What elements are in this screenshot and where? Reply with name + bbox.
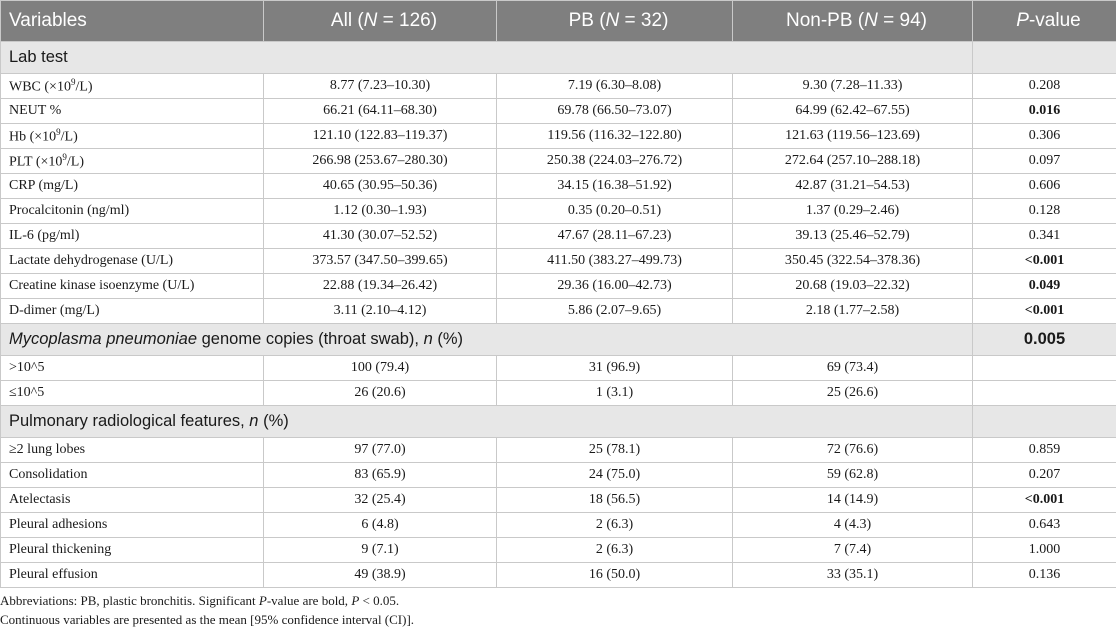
table-row xyxy=(1,563,1116,588)
cell-pb: 18 (56.5) xyxy=(497,488,733,513)
cell-nonpb: 1.37 (0.29–2.46) xyxy=(733,199,973,224)
cell-all: 1.12 (0.30–1.93) xyxy=(264,199,497,224)
cell-all: 3.11 (2.10–4.12) xyxy=(264,299,497,324)
cell-nonpb: 33 (35.1) xyxy=(733,563,973,588)
table-row xyxy=(1,224,1116,249)
row-label: Pleural thickening xyxy=(1,538,264,563)
cell-nonpb: 42.87 (31.21–54.53) xyxy=(733,174,973,199)
table-row xyxy=(1,488,1116,513)
table-row xyxy=(1,356,1116,381)
cell-pb: 69.78 (66.50–73.07) xyxy=(497,99,733,124)
table-row xyxy=(1,249,1116,274)
cell-nonpb: 121.63 (119.56–123.69) xyxy=(733,124,973,149)
cell-pb: 1 (3.1) xyxy=(497,381,733,406)
section-title: Pulmonary radiological features, n (%) xyxy=(1,406,973,438)
table-row xyxy=(1,149,1116,174)
header-all: All (N = 126) xyxy=(264,1,497,42)
cell-all: 8.77 (7.23–10.30) xyxy=(264,74,497,99)
cell-all: 373.57 (347.50–399.65) xyxy=(264,249,497,274)
cell-nonpb: 39.13 (25.46–52.79) xyxy=(733,224,973,249)
row-label: ≤10^5 xyxy=(1,381,264,406)
cell-pb: 31 (96.9) xyxy=(497,356,733,381)
cell-pb: 29.36 (16.00–42.73) xyxy=(497,274,733,299)
table-row xyxy=(1,99,1116,124)
cell-pb: 5.86 (2.07–9.65) xyxy=(497,299,733,324)
cell-all: 66.21 (64.11–68.30) xyxy=(264,99,497,124)
row-label: Procalcitonin (ng/ml) xyxy=(1,199,264,224)
table-row xyxy=(1,274,1116,299)
row-label: Atelectasis xyxy=(1,488,264,513)
cell-pb: 25 (78.1) xyxy=(497,438,733,463)
table-row xyxy=(1,174,1116,199)
row-label: Creatine kinase isoenzyme (U/L) xyxy=(1,274,264,299)
cell-all: 6 (4.8) xyxy=(264,513,497,538)
row-label: Pleural effusion xyxy=(1,563,264,588)
cell-nonpb: 20.68 (19.03–22.32) xyxy=(733,274,973,299)
cell-pb: 47.67 (28.11–67.23) xyxy=(497,224,733,249)
row-label: D-dimer (mg/L) xyxy=(1,299,264,324)
cell-pb: 7.19 (6.30–8.08) xyxy=(497,74,733,99)
cell-all: 26 (20.6) xyxy=(264,381,497,406)
cell-pb: 24 (75.0) xyxy=(497,463,733,488)
cell-pvalue: 0.208 xyxy=(973,74,1116,99)
row-label: PLT $(\times 10^9/L)$ xyxy=(1,149,264,174)
cell-all: 22.88 (19.34–26.42) xyxy=(264,274,497,299)
row-label: ≥2 lung lobes xyxy=(1,438,264,463)
cell-nonpb: 72 (76.6) xyxy=(733,438,973,463)
cell-pvalue: 0.643 xyxy=(973,513,1116,538)
cell-all: 49 (38.9) xyxy=(264,563,497,588)
section-pvalue xyxy=(973,42,1116,74)
section-title: Lab test xyxy=(1,42,973,74)
header-nonpb: Non-PB (N = 94) xyxy=(733,1,973,42)
table-row xyxy=(1,538,1116,563)
cell-all: 121.10 (122.83–119.37) xyxy=(264,124,497,149)
cell-all: 41.30 (30.07–52.52) xyxy=(264,224,497,249)
row-label: Hb $(\times 10^9/L)$ xyxy=(1,124,264,149)
row-label: Lactate dehydrogenase (U/L) xyxy=(1,249,264,274)
table-row xyxy=(1,381,1116,406)
table-row xyxy=(1,438,1116,463)
cell-all: 266.98 (253.67–280.30) xyxy=(264,149,497,174)
cell-all: 40.65 (30.95–50.36) xyxy=(264,174,497,199)
row-label: IL-6 (pg/ml) xyxy=(1,224,264,249)
cell-pb: 0.35 (0.20–0.51) xyxy=(497,199,733,224)
header-row xyxy=(1,1,1116,42)
cell-pb: 2 (6.3) xyxy=(497,513,733,538)
header-pb: PB (N = 32) xyxy=(497,1,733,42)
cell-pvalue: 0.097 xyxy=(973,149,1116,174)
cell-nonpb: 272.64 (257.10–288.18) xyxy=(733,149,973,174)
cell-pvalue: 0.606 xyxy=(973,174,1116,199)
cell-pvalue: 0.136 xyxy=(973,563,1116,588)
section-title: Mycoplasma pneumoniae genome copies (throat swab), n (%) xyxy=(1,324,973,356)
row-label: Pleural adhesions xyxy=(1,513,264,538)
section-row xyxy=(1,324,1116,356)
table-row xyxy=(1,299,1116,324)
cell-pvalue: 0.128 xyxy=(973,199,1116,224)
cell-nonpb: 64.99 (62.42–67.55) xyxy=(733,99,973,124)
header-pvalue: P-value xyxy=(973,1,1116,42)
row-label: CRP (mg/L) xyxy=(1,174,264,199)
cell-nonpb: 9.30 (7.28–11.33) xyxy=(733,74,973,99)
table-row xyxy=(1,199,1116,224)
cell-pvalue: 1.000 xyxy=(973,538,1116,563)
cell-pb: 119.56 (116.32–122.80) xyxy=(497,124,733,149)
section-row xyxy=(1,406,1116,438)
cell-nonpb: 25 (26.6) xyxy=(733,381,973,406)
table-row xyxy=(1,74,1116,99)
cell-all: 97 (77.0) xyxy=(264,438,497,463)
section-pvalue xyxy=(973,406,1116,438)
cell-pvalue: <0.001 xyxy=(973,249,1116,274)
table-row xyxy=(1,463,1116,488)
cell-pvalue: 0.859 xyxy=(973,438,1116,463)
footnote-continuous: Continuous variables are presented as the mean [95% confidence interval (CI)]. xyxy=(0,612,415,627)
cell-all: 32 (25.4) xyxy=(264,488,497,513)
cell-pvalue: 0.016 xyxy=(973,99,1116,124)
cell-nonpb: 14 (14.9) xyxy=(733,488,973,513)
header-variables: Variables xyxy=(1,1,264,42)
cell-all: 83 (65.9) xyxy=(264,463,497,488)
row-label: WBC $(\times 10^9/L)$ xyxy=(1,74,264,99)
row-label: NEUT % xyxy=(1,99,264,124)
cell-nonpb: 69 (73.4) xyxy=(733,356,973,381)
row-label: >10^5 xyxy=(1,356,264,381)
table-row xyxy=(1,513,1116,538)
cell-pvalue xyxy=(973,381,1116,406)
table-row xyxy=(1,124,1116,149)
footnote-abbreviations: Abbreviations: PB, plastic bronchitis. Significant P-value are bold, P < 0.05. xyxy=(0,593,400,608)
cell-pb: 250.38 (224.03–276.72) xyxy=(497,149,733,174)
cell-nonpb: 7 (7.4) xyxy=(733,538,973,563)
cell-nonpb: 59 (62.8) xyxy=(733,463,973,488)
cell-all: 100 (79.4) xyxy=(264,356,497,381)
cell-nonpb: 2.18 (1.77–2.58) xyxy=(733,299,973,324)
cell-pb: 411.50 (383.27–499.73) xyxy=(497,249,733,274)
cell-pb: 16 (50.0) xyxy=(497,563,733,588)
cell-pvalue: 0.049 xyxy=(973,274,1116,299)
cell-pvalue: <0.001 xyxy=(973,488,1116,513)
cell-pvalue: 0.306 xyxy=(973,124,1116,149)
cell-nonpb: 350.45 (322.54–378.36) xyxy=(733,249,973,274)
cell-nonpb: 4 (4.3) xyxy=(733,513,973,538)
cell-pvalue: <0.001 xyxy=(973,299,1116,324)
section-row xyxy=(1,42,1116,74)
cell-pvalue: 0.341 xyxy=(973,224,1116,249)
row-label: Consolidation xyxy=(1,463,264,488)
section-pvalue: 0.005 xyxy=(973,324,1116,356)
cell-pb: 2 (6.3) xyxy=(497,538,733,563)
cell-all: 9 (7.1) xyxy=(264,538,497,563)
cell-pvalue: 0.207 xyxy=(973,463,1116,488)
cell-pb: 34.15 (16.38–51.92) xyxy=(497,174,733,199)
cell-pvalue xyxy=(973,356,1116,381)
